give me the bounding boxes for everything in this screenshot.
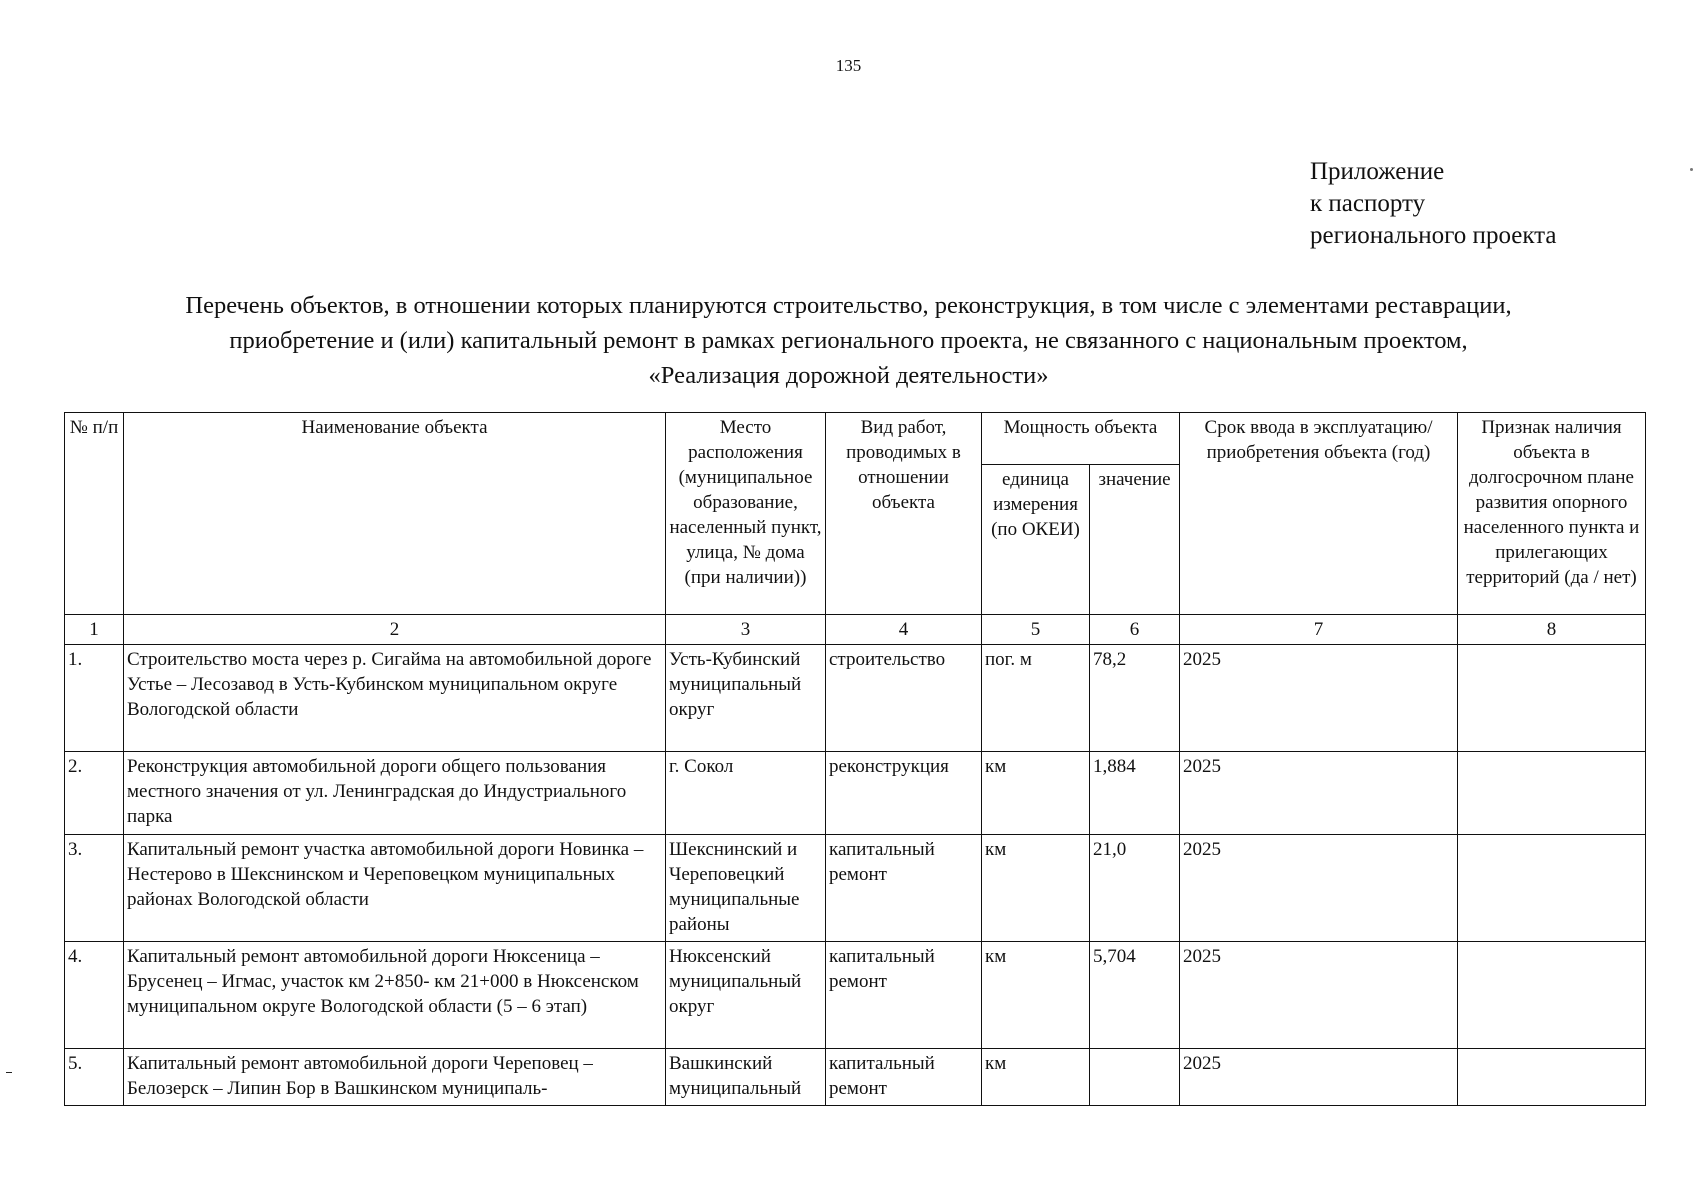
table-row (65, 752, 1646, 835)
column-number: 3 (666, 615, 826, 645)
cell-value: 1,884 (1090, 752, 1180, 835)
cell-year: 2025 (1180, 835, 1458, 942)
objects-table (64, 412, 1646, 1106)
header-unit: единица измерения (по ОКЕИ) (982, 465, 1090, 615)
column-number: 1 (65, 615, 124, 645)
cell-work-type: капитальный ремонт (826, 942, 982, 1049)
cell-name: Строительство моста через р. Сигайма на автомобильной дороге Устье – Лесозавод в Усть-Кубинском муниципальном округе Вологодской области (124, 645, 666, 752)
cell-year: 2025 (1180, 645, 1458, 752)
cell-num: 4. (65, 942, 124, 1049)
cell-unit: км (982, 1049, 1090, 1106)
cell-value (1090, 1049, 1180, 1106)
cell-unit: км (982, 835, 1090, 942)
header-value: значение (1090, 465, 1180, 615)
margin-mark (6, 1072, 12, 1073)
cell-name: Капитальный ремонт автомобильной дороги Череповец – Белозерск – Липин Бор в Вашкинском муниципаль- (124, 1049, 666, 1106)
document-title-line-2: приобретение и (или) капитальный ремонт в рамках регионального проекта, не связанного с национальным проектом, (229, 327, 1468, 354)
cell-year: 2025 (1180, 752, 1458, 835)
cell-num: 3. (65, 835, 124, 942)
table-row (65, 835, 1646, 942)
header-row-main (65, 413, 1646, 465)
cell-sign (1458, 645, 1646, 752)
table-row (65, 645, 1646, 752)
cell-name: Реконструкция автомобильной дороги общего пользования местного значения от ул. Ленинградская до Индустриального парка (124, 752, 666, 835)
column-number: 8 (1458, 615, 1646, 645)
cell-work-type: реконструкция (826, 752, 982, 835)
cell-unit: км (982, 942, 1090, 1049)
cell-location: Вашкинский муниципальный (666, 1049, 826, 1106)
cell-work-type: капитальный ремонт (826, 835, 982, 942)
page-number: 135 (835, 56, 862, 75)
cell-sign (1458, 942, 1646, 1049)
column-number: 2 (124, 615, 666, 645)
cell-value: 78,2 (1090, 645, 1180, 752)
cell-name: Капитальный ремонт участка автомобильной дороги Новинка – Нестерово в Шекснинском и Череповецком муниципальных районах Вологодской области (124, 835, 666, 942)
cell-work-type: строительство (826, 645, 982, 752)
cell-sign (1458, 752, 1646, 835)
column-number-row (65, 615, 1646, 645)
header-capacity: Мощность объекта (982, 413, 1180, 465)
cell-location: Нюксенский муниципальный округ (666, 942, 826, 1049)
document-title (40, 288, 1657, 393)
header-work-type: Вид работ, проводимых в отношении объекта (826, 413, 982, 615)
document-title-line-3: «Реализация дорожной деятельности» (648, 362, 1049, 389)
header-location: Место расположения (муниципальное образование, населенный пункт, улица, № дома (при наличии)) (666, 413, 826, 615)
cell-value: 21,0 (1090, 835, 1180, 942)
appendix-line-1: Приложение (1310, 158, 1445, 185)
header-deadline: Срок ввода в эксплуатацию/приобретения объекта (год) (1180, 413, 1458, 615)
header-num: № п/п (65, 413, 124, 615)
cell-num: 1. (65, 645, 124, 752)
cell-sign (1458, 1049, 1646, 1106)
table-row (65, 1049, 1646, 1106)
cell-unit: км (982, 752, 1090, 835)
cell-unit: пог. м (982, 645, 1090, 752)
cell-name: Капитальный ремонт автомобильной дороги Нюксеница – Брусенец – Игмас, участок км 2+850- км 21+000 в Нюксенском муниципальном округе Вологодской области (5 – 6 этап) (124, 942, 666, 1049)
cell-sign (1458, 835, 1646, 942)
header-name: Наименование объекта (124, 413, 666, 615)
column-number: 6 (1090, 615, 1180, 645)
cell-location: Шекснинский и Череповецкий муниципальные районы (666, 835, 826, 942)
appendix-note (1310, 156, 1556, 252)
cell-location: г. Сокол (666, 752, 826, 835)
cell-num: 5. (65, 1049, 124, 1106)
appendix-line-2: к паспорту (1310, 190, 1426, 217)
column-number: 4 (826, 615, 982, 645)
table-row (65, 942, 1646, 1049)
cell-location: Усть-Кубинский муниципальный округ (666, 645, 826, 752)
header-sign: Признак наличия объекта в долгосрочном плане развития опорного населенного пункта и прилегающих территорий (да / нет) (1458, 413, 1646, 615)
scan-speck (1690, 168, 1693, 171)
appendix-line-3: регионального проекта (1310, 222, 1557, 249)
cell-year: 2025 (1180, 942, 1458, 1049)
column-number: 5 (982, 615, 1090, 645)
column-number: 7 (1180, 615, 1458, 645)
cell-value: 5,704 (1090, 942, 1180, 1049)
document-title-line-1: Перечень объектов, в отношении которых планируются строительство, реконструкция, в том числе с элементами реставрации, (185, 292, 1512, 319)
cell-work-type: капитальный ремонт (826, 1049, 982, 1106)
cell-year: 2025 (1180, 1049, 1458, 1106)
cell-num: 2. (65, 752, 124, 835)
